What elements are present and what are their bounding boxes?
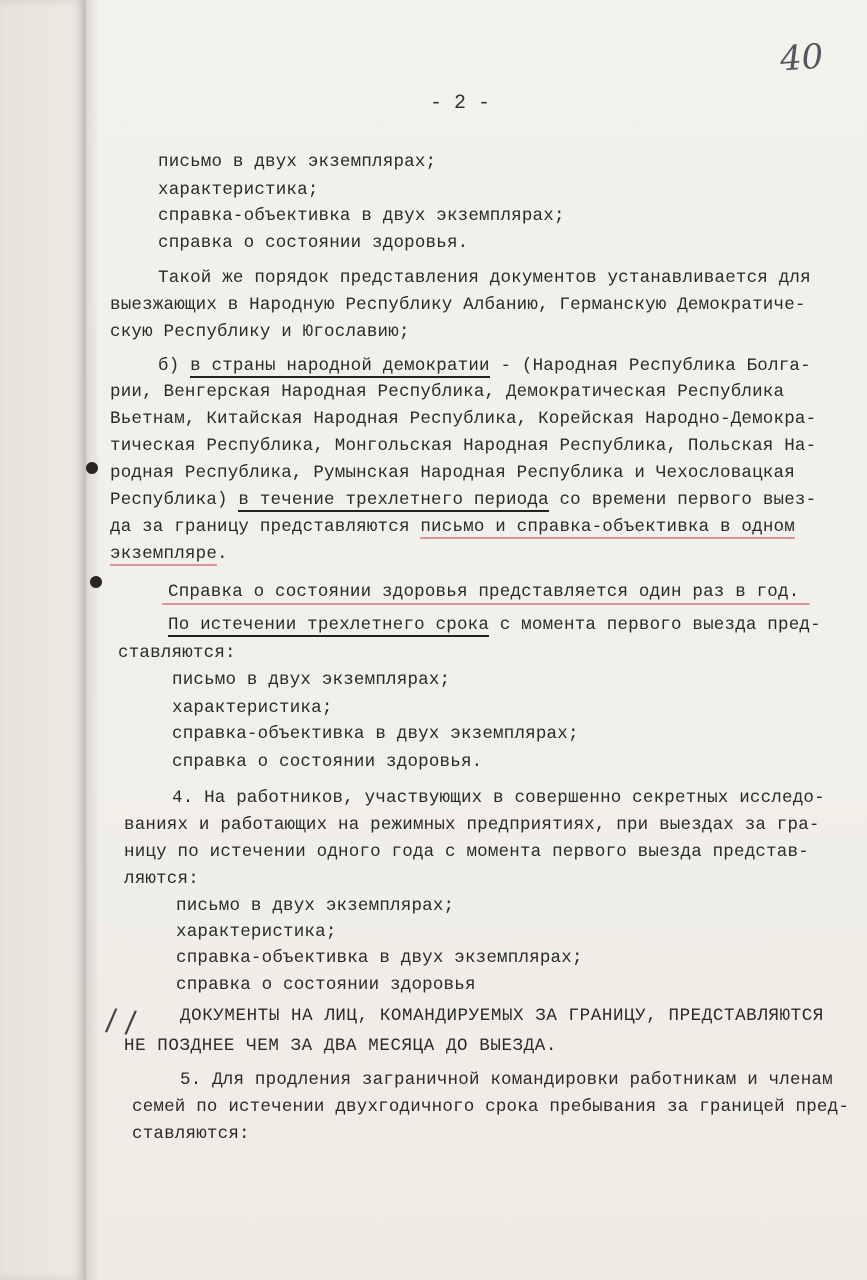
text-line: характеристика; — [172, 698, 333, 718]
text-line-with-underline — [110, 544, 228, 564]
red-underlined-phrase: письмо и справка-объективка в одном — [420, 517, 795, 537]
text-rest: - (Народная Республика Болга- — [489, 356, 811, 376]
underlined-phrase: в течение трехлетнего периода — [238, 490, 549, 510]
text-line: ваниях и работающих на режимных предприятиях, при выездах за гра- — [124, 815, 820, 835]
text-line: справка о состоянии здоровья — [176, 975, 476, 995]
text-line: справка-объективка в двух экземплярах; — [176, 948, 583, 968]
text-line-caps: НЕ ПОЗДНЕЕ ЧЕМ ЗА ДВА МЕСЯЦА ДО ВЫЕЗДА. — [124, 1036, 557, 1056]
binding-shadow — [86, 0, 100, 1280]
margin-pencil-mark: / / — [104, 1002, 138, 1041]
punch-hole-bottom — [90, 576, 102, 588]
text-prefix: Республика) — [110, 490, 239, 510]
punch-hole-top — [86, 462, 98, 474]
text-line: письмо в двух экземплярах; — [176, 896, 455, 916]
text-line: справка-объективка в двух экземплярах; — [172, 724, 579, 744]
underlined-phrase: По истечении трехлетнего срока — [168, 615, 490, 635]
text-line: характеристика; — [158, 180, 319, 200]
text-line-with-underline — [168, 615, 821, 635]
text-line: 5. Для продления заграничной командировки работникам и членам — [180, 1070, 833, 1090]
text-line: ницу по истечении одного года с момента первого выезда представ- — [124, 842, 809, 862]
text-line: скую Республику и Югославию; — [110, 322, 410, 342]
text-line: Вьетнам, Китайская Народная Республика, Корейская Народно-Демокра- — [110, 409, 817, 429]
text-rest: с момента первого выезда пред- — [489, 615, 821, 635]
text-line: ляются: — [124, 869, 199, 889]
text-line-with-underline — [110, 517, 795, 537]
red-underlined-phrase: экземпляре — [110, 544, 218, 564]
text-line-caps: ДОКУМЕНТЫ НА ЛИЦ, КОМАНДИРУЕМЫХ ЗА ГРАНИЦУ, ПРЕДСТАВЛЯЮТСЯ — [180, 1006, 824, 1026]
text-line: Такой же порядок представления документов устанавливается для — [158, 268, 811, 288]
red-pencil-underline — [162, 603, 810, 605]
text-line: рии, Венгерская Народная Республика, Демократическая Республика — [110, 382, 785, 402]
text-line: справка о состоянии здоровья. — [172, 752, 483, 772]
text-line: ставляются: — [118, 643, 236, 663]
text-line: справка о состоянии здоровья. — [158, 233, 469, 253]
text-rest: . — [217, 544, 228, 564]
text-line: семей по истечении двухгодичного срока пребывания за границей пред- — [132, 1097, 850, 1117]
text-line: тическая Республика, Монгольская Народная Республика, Польская На- — [110, 436, 817, 456]
text-prefix: да за границу представляются — [110, 517, 421, 537]
text-line-with-underline — [158, 356, 811, 376]
text-line: родная Республика, Румынская Народная Республика и Чехословацкая — [110, 463, 795, 483]
text-line: справка-объективка в двух экземплярах; — [158, 206, 565, 226]
underlined-phrase: в страны народной демократии — [190, 356, 490, 376]
text-rest: со времени первого выез- — [548, 490, 817, 510]
text-prefix: б) — [158, 356, 191, 376]
previous-page-edge — [0, 0, 98, 1280]
text-line: выезжающих в Народную Республику Албанию, Германскую Демократиче- — [110, 295, 806, 315]
text-line: письмо в двух экземплярах; — [172, 670, 451, 690]
text-line: характеристика; — [176, 922, 337, 942]
archive-page-number: 40 — [778, 36, 825, 80]
text-line: 4. На работников, участвующих в совершенно секретных исследо- — [172, 788, 825, 808]
text-line: ставляются: — [132, 1124, 250, 1144]
text-line-with-underline — [110, 490, 816, 510]
text-line: письмо в двух экземплярах; — [158, 152, 437, 172]
page-number: - 2 - — [430, 92, 491, 115]
text-line: Справка о состоянии здоровья представляется один раз в год. — [168, 582, 800, 602]
